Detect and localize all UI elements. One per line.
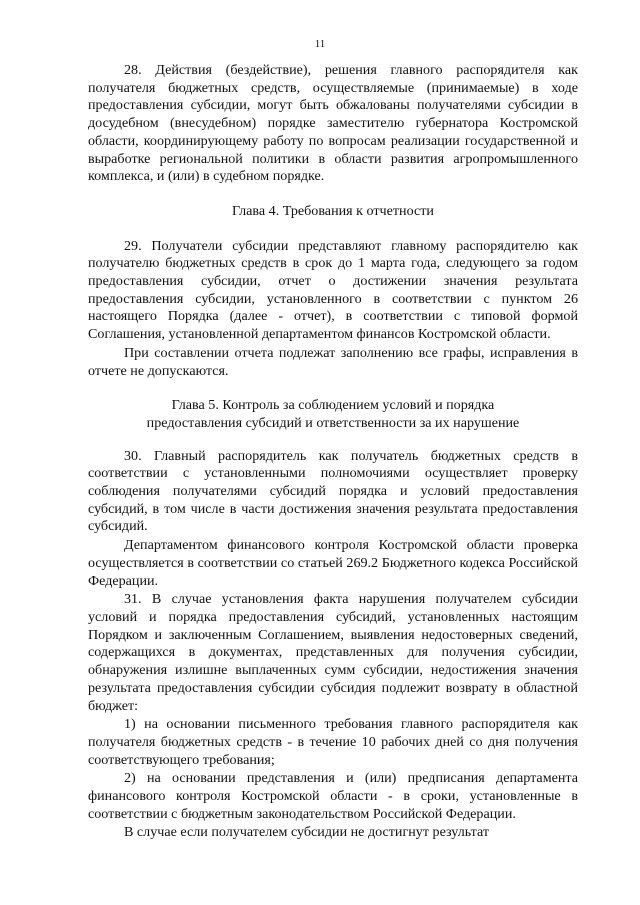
paragraph-29-report-rules: При составлении отчета подлежат заполнению все графы, исправления в отчете не допускаются. xyxy=(88,344,578,379)
paragraph-30: 30. Главный распорядитель как получатель бюджетных средств в соответствии с установленными полномочиями осуществляет проверку соблюдения получателями субсидий порядка и условий предоставления субсидий, в том числе в части достижения значения результата предоставления субсидий. xyxy=(88,447,578,535)
paragraph-31-item-2: 2) на основании представления и (или) предписания департамента финансового контроля Костромской области - в сроки, установленные в соответствии с бюджетным законодательством Российской Федерации. xyxy=(88,770,578,822)
paragraph-28: 28. Действия (бездействие), решения главного распорядителя как получателя бюджетных средств, осуществляемые (принимаемые) в ходе предоставления субсидии, могут быть обжалованы получателями субсидии в досудебном (внесудебном) порядке заместителю губернатора Костромской области, координирующему работу по вопросам реализации государственной и выработке региональной политики в области развития агропромышленного комплекса, и (или) в судебном порядке. xyxy=(88,62,578,185)
paragraph-31-continuation: В случае если получателем субсидии не достигнут результат xyxy=(124,824,490,841)
page-number: 11 xyxy=(314,38,326,50)
chapter-5-heading-line-2: предоставления субсидий и ответственности за их нарушение xyxy=(146,414,520,431)
paragraph-30-control-dept: Департаментом финансового контроля Костромской области проверка осуществляется в соответствии со статьей 269.2 Бюджетного кодекса Российской Федерации. xyxy=(88,537,578,589)
paragraph-31-item-1: 1) на основании письменного требования главного распорядителя как получателя бюджетных средств - в течение 10 рабочих дней со дня получения соответствующего требования; xyxy=(88,716,578,768)
paragraph-29: 29. Получатели субсидии представляют главному распорядителю как получателю бюджетных средств в срок до 1 марта года, следующего за годом предоставления субсидии, отчет о достижении значения результата предоставления субсидии, установленного в соответствии с пунктом 26 настоящего Порядка (далее - отчет), в соответствии с типовой формой Соглашения, установленной департаментом финансов Костромской области. xyxy=(88,237,578,343)
paragraph-31: 31. В случае установления факта нарушения получателем субсидии условий и порядка предоставления субсидий, установленных настоящим Порядком и заключенным Соглашением, выявления недостоверных сведений, содержащихся в документах, представленных для получения субсидии, обнаружения излишне выплаченных сумм субсидии, недостижения значения результата предоставления субсидии субсидия подлежит возврату в областной бюджет: xyxy=(88,591,578,714)
chapter-4-heading: Глава 4. Требования к отчетности xyxy=(232,202,434,219)
document-body xyxy=(88,62,578,842)
chapter-5-heading-line-1: Глава 5. Контроль за соблюдением условий и порядка xyxy=(171,397,495,414)
